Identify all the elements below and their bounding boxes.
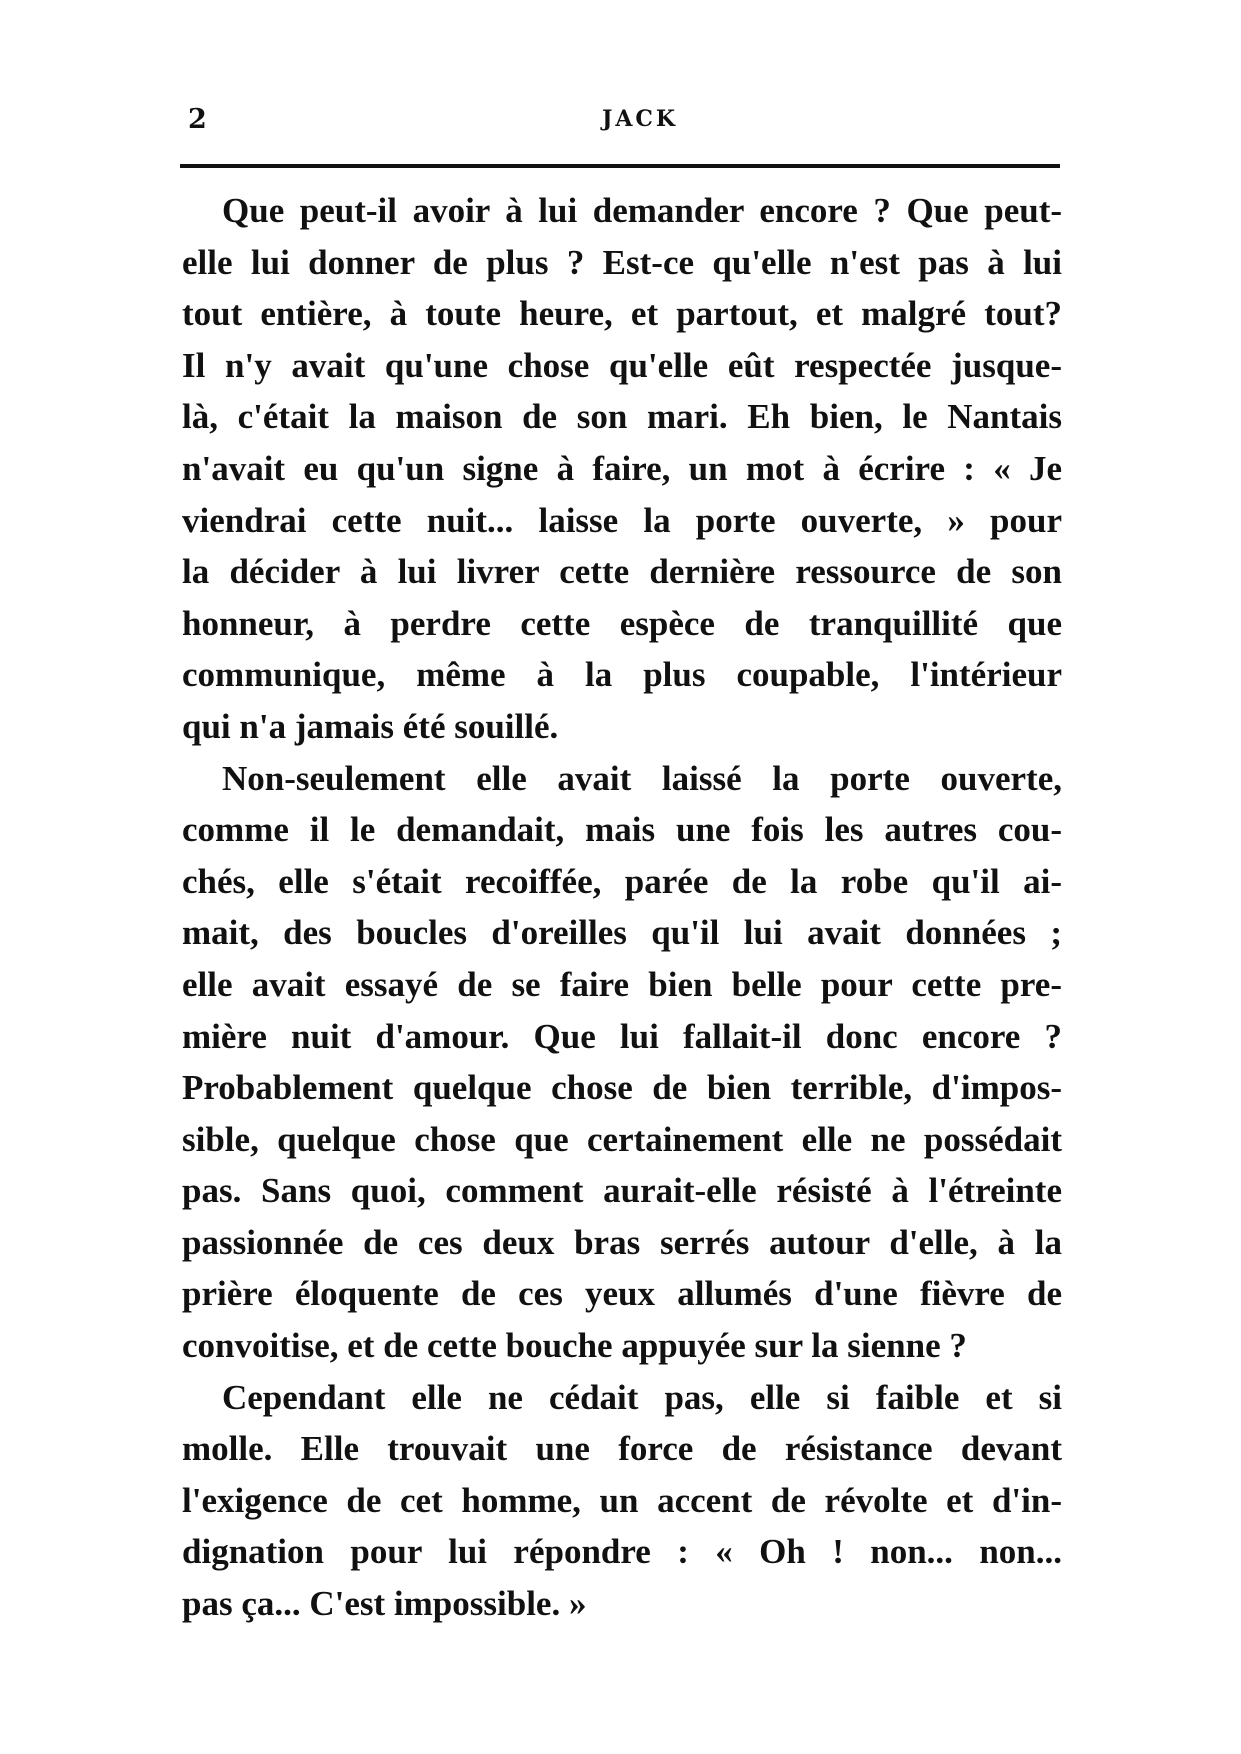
page-header xyxy=(180,104,1060,144)
text-line: elle avait essayé de se faire bien belle pour cette pre- xyxy=(182,964,1062,1004)
text-line: la décider à lui livrer cette dernière ressource de son xyxy=(182,552,1062,592)
text-line: qui n'a jamais été souillé. xyxy=(182,706,559,746)
body-text xyxy=(182,185,1062,1630)
text-line: passionnée de ces deux bras serrés autour d'elle, à la xyxy=(182,1222,1062,1262)
text-line: Il n'y avait qu'une chose qu'elle eût respectée jusque- xyxy=(182,345,1062,385)
text-line: elle lui donner de plus ? Est-ce qu'elle n'est pas à lui xyxy=(182,242,1062,282)
text-line: Non-seulement elle avait laissé la porte ouverte, xyxy=(222,758,1062,798)
header-rule xyxy=(180,164,1060,168)
text-line: honneur, à perdre cette espèce de tranquillité que xyxy=(182,603,1062,643)
text-line: chés, elle s'était recoiffée, parée de la robe qu'il ai- xyxy=(182,861,1062,901)
text-line: Probablement quelque chose de bien terrible, d'impos- xyxy=(182,1068,1062,1108)
paragraph xyxy=(182,753,1062,1372)
text-line: n'avait eu qu'un signe à faire, un mot à écrire : « Je xyxy=(182,448,1062,488)
text-line: viendrai cette nuit... laisse la porte ouverte, » pour xyxy=(182,500,1062,540)
paragraph xyxy=(182,185,1062,753)
text-line: communique, même à la plus coupable, l'intérieur xyxy=(182,655,1062,695)
text-line: pas ça... C'est impossible. » xyxy=(182,1584,587,1624)
text-line: Cependant elle ne cédait pas, elle si faible et si xyxy=(222,1377,1062,1417)
text-line: comme il le demandait, mais une fois les autres cou- xyxy=(182,810,1062,850)
paragraph xyxy=(182,1372,1062,1630)
text-line: dignation pour lui répondre : « Oh ! non... non... xyxy=(182,1532,1062,1572)
text-line: prière éloquente de ces yeux allumés d'une fièvre de xyxy=(182,1274,1062,1314)
text-line: convoitise, et de cette bouche appuyée sur la sienne ? xyxy=(182,1326,967,1366)
text-line: mait, des boucles d'oreilles qu'il lui avait données ; xyxy=(182,913,1062,953)
text-line: l'exigence de cet homme, un accent de révolte et d'in- xyxy=(182,1480,1062,1520)
text-line: sible, quelque chose que certainement elle ne possédait xyxy=(182,1119,1062,1159)
running-title: JACK xyxy=(601,106,679,132)
text-line: molle. Elle trouvait une force de résistance devant xyxy=(182,1429,1062,1469)
text-line: là, c'était la maison de son mari. Eh bien, le Nantais xyxy=(182,397,1062,437)
text-line: pas. Sans quoi, comment aurait-elle résisté à l'étreinte xyxy=(182,1171,1062,1211)
text-line: mière nuit d'amour. Que lui fallait-il donc encore ? xyxy=(182,1016,1062,1056)
text-line: tout entière, à toute heure, et partout, et malgré tout? xyxy=(182,294,1062,334)
text-line: Que peut-il avoir à lui demander encore ? Que peut- xyxy=(222,191,1062,230)
page-number: 2 xyxy=(188,104,207,135)
